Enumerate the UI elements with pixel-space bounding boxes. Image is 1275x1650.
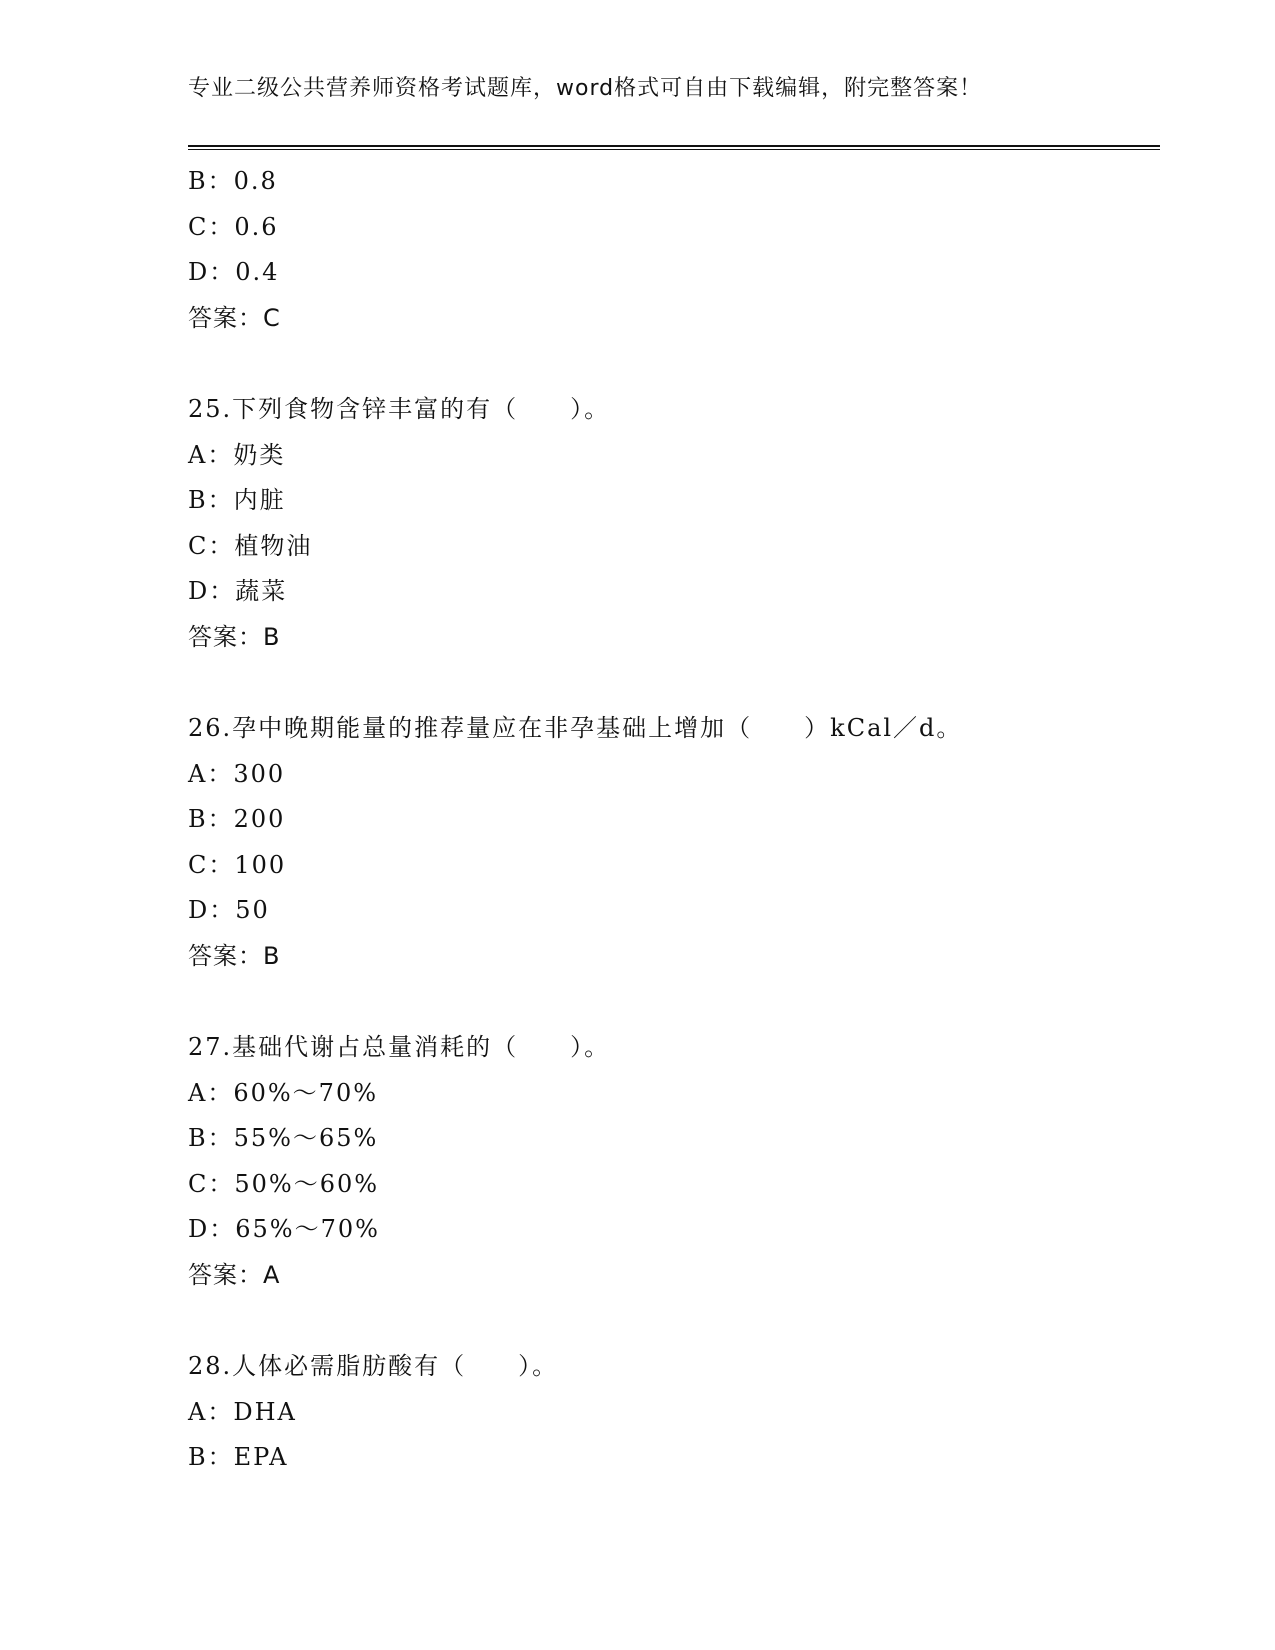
question-list [188, 159, 1148, 1481]
option-line: B：55%～65% [188, 1124, 379, 1152]
option-line: D：50 [188, 896, 270, 924]
page-header: 专业二级公共营养师资格考试题库，word格式可自由下载编辑，附完整答案！ [188, 76, 983, 101]
option-line: D：0.4 [188, 258, 280, 286]
answer-line: 答案：B [188, 622, 281, 651]
block-spacer [188, 660, 1148, 706]
question-line: 27.基础代谢占总量消耗的（ ）。 [188, 1033, 611, 1061]
question-block [188, 706, 1148, 979]
option-line: A：60%～70% [188, 1078, 379, 1107]
block-spacer [188, 1298, 1148, 1344]
question-block [188, 1344, 1148, 1481]
option-line: C：0.6 [188, 212, 279, 241]
option-line: B：内脏 [188, 486, 286, 514]
option-line: B：200 [188, 805, 286, 833]
header-rule [188, 145, 1160, 150]
block-spacer [188, 979, 1148, 1025]
question-block [188, 159, 1148, 341]
option-line: B：0.8 [188, 167, 278, 195]
option-line: B：EPA [188, 1443, 289, 1471]
block-spacer [188, 341, 1148, 387]
answer-line: 答案：B [188, 941, 281, 970]
option-line: A：奶类 [188, 440, 286, 469]
question-line: 25.下列食物含锌丰富的有（ ）。 [188, 395, 611, 423]
question-line: 26.孕中晚期能量的推荐量应在非孕基础上增加（ ）kCal／d。 [188, 714, 963, 742]
answer-line: 答案：C [188, 303, 281, 332]
question-block [188, 1025, 1148, 1298]
question-line: 28.人体必需脂肪酸有（ ）。 [188, 1352, 559, 1380]
option-line: D：65%～70% [188, 1215, 380, 1243]
option-line: C：50%～60% [188, 1169, 380, 1198]
answer-line: 答案：A [188, 1260, 281, 1289]
option-line: C：100 [188, 850, 287, 879]
option-line: D：蔬菜 [188, 577, 288, 605]
option-line: A：DHA [188, 1397, 297, 1426]
option-line: A：300 [188, 759, 286, 788]
option-line: C：植物油 [188, 531, 313, 560]
question-block [188, 387, 1148, 660]
